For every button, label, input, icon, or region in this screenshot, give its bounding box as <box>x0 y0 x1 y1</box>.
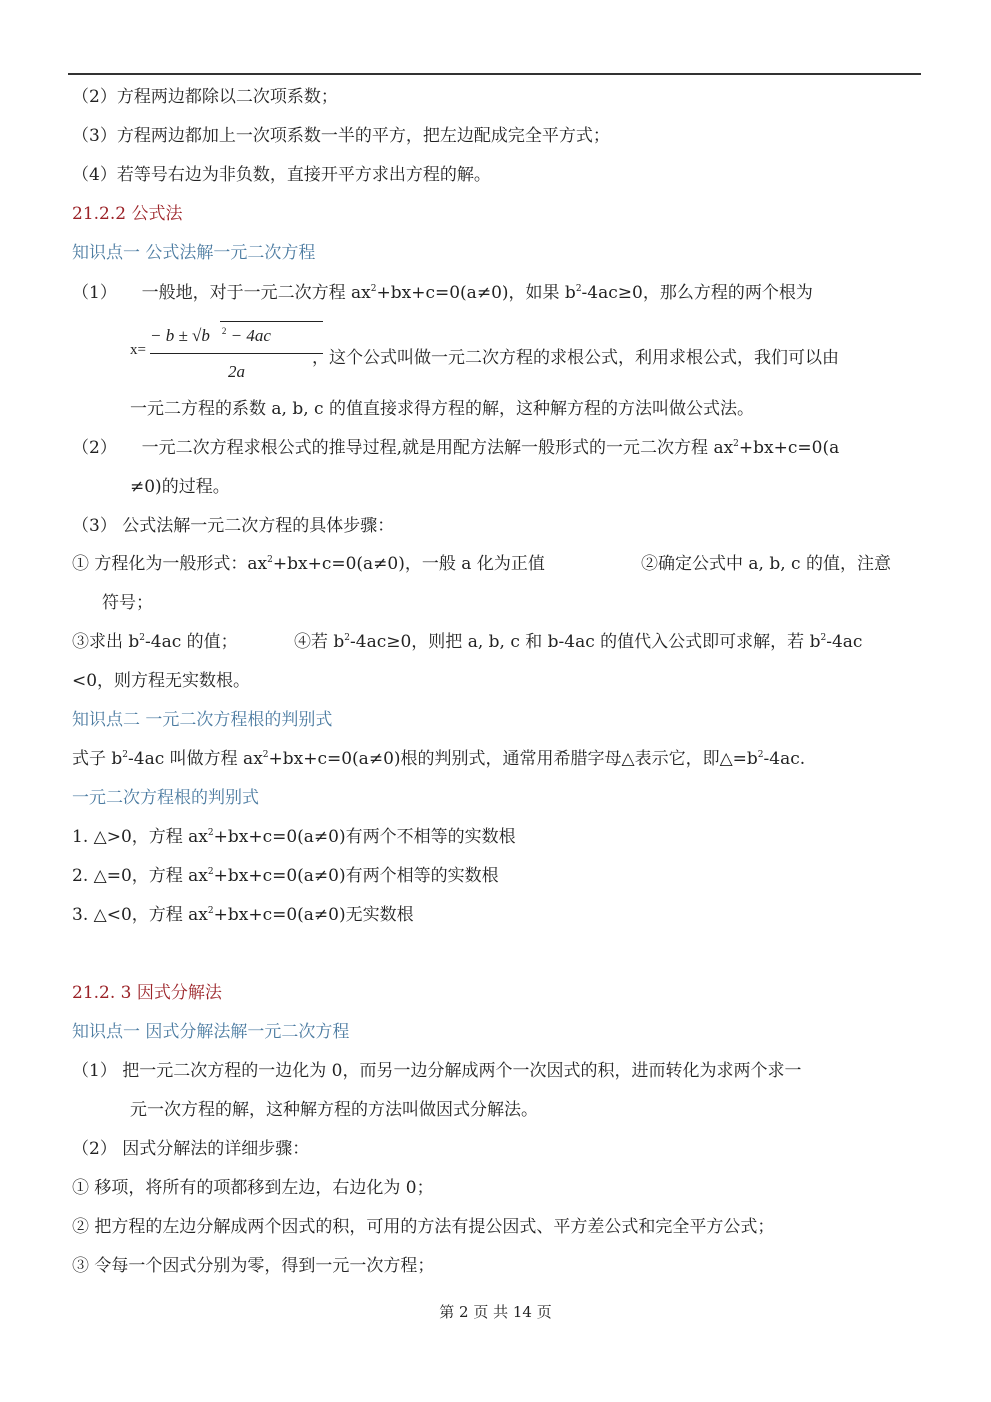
superscript: 2 <box>733 439 739 449</box>
formula-explanation: ，这个公式叫做一元二次方程的求根公式，利用求根公式，我们可以由 <box>312 348 839 368</box>
text-segment: 1. △>0，方程 ax <box>72 827 208 847</box>
superscript: 2 <box>207 906 214 916</box>
superscript: 2 <box>820 633 827 643</box>
text-segment: − b ± √b <box>150 326 210 345</box>
header-rule <box>68 73 921 75</box>
section-heading-21-2-3: 21.2. 3 因式分解法 <box>72 983 222 1003</box>
knowledge-point-1-heading: 知识点一 公式法解一元二次方程 <box>72 243 316 263</box>
step-4-text: （4）若等号右边为非负数，直接开平方求出方程的解。 <box>72 165 491 185</box>
text-segment: -4ac <box>826 632 863 652</box>
discriminant-subheading: 一元二次方程根的判别式 <box>72 788 259 808</box>
item-label: （1） <box>72 283 117 303</box>
superscript: 2 <box>207 867 214 877</box>
step-2-text: （2）方程两边都除以二次项系数； <box>72 87 338 107</box>
text-segment: -4ac≥0，那么方程的两个根为 <box>581 283 813 303</box>
case-delta-negative <box>72 904 414 926</box>
formula-method-paragraph-2 <box>72 437 839 459</box>
superscript: 2 <box>370 284 377 294</box>
step-2-cont: 符号； <box>102 593 153 613</box>
case-delta-zero <box>72 865 499 887</box>
superscript: 2 <box>267 555 273 565</box>
text-segment: − 4ac <box>226 326 271 345</box>
text-segment: +bx+c=0(a≠0)无实数根 <box>213 905 414 925</box>
section-heading-21-2-2: 21.2.2 公式法 <box>72 204 183 224</box>
formula-denominator: 2a <box>228 362 245 381</box>
text-segment: -4ac. <box>763 749 806 769</box>
step-2-determine-coefficients: ②确定公式中 a, b, c 的值，注意 <box>641 554 891 574</box>
superscript: 2 <box>262 750 269 760</box>
step-4-cont: <0，则方程无实数根。 <box>72 671 251 691</box>
formula-method-paragraph-2-cont: ≠0)的过程。 <box>130 477 230 497</box>
factoring-step-1: ① 移项，将所有的项都移到左边，右边化为 0； <box>72 1178 434 1198</box>
formula-method-paragraph-3: （3） 公式法解一元二次方程的具体步骤： <box>72 516 395 536</box>
superscript: 2 <box>139 633 146 643</box>
superscript: 2 <box>575 284 582 294</box>
step-3-compute-discriminant <box>72 631 238 653</box>
knowledge-point-2-heading: 知识点二 一元二次方程根的判别式 <box>72 710 333 730</box>
factoring-step-2: ② 把方程的左边分解成两个因式的积，可用的方法有提公因式、平方差公式和完全平方公式； <box>72 1217 775 1237</box>
text-segment: -4ac≥0，则把 a, b, c 和 b-4ac 的值代入公式即可求解，若 b <box>350 632 821 652</box>
factoring-step-3: ③ 令每一个因式分别为零，得到一元一次方程； <box>72 1256 435 1276</box>
text-segment: -4ac 叫做方程 ax <box>128 749 263 769</box>
formula-numerator <box>150 326 323 346</box>
factoring-paragraph-1: （1） 把一元二次方程的一边化为 0，而另一边分解成两个一次因式的积，进而转化为求两个求一 <box>72 1061 802 1081</box>
step-3-text: （3）方程两边都加上一次项系数一半的平方，把左边配成完全平方式； <box>72 126 610 146</box>
step-4-substitute <box>294 631 862 653</box>
item-label: （2） <box>72 438 117 458</box>
text-segment: 2. △=0，方程 ax <box>72 866 208 886</box>
text-segment: ① 方程化为一般形式：ax <box>72 554 268 574</box>
step-1-general-form <box>72 553 545 575</box>
fraction-bar <box>150 353 323 354</box>
formula-method-paragraph-1 <box>72 282 813 304</box>
superscript: 2 <box>207 828 214 838</box>
text-segment: +bx+c=0(a≠0)有两个相等的实数根 <box>213 866 499 886</box>
superscript: 2 <box>221 326 227 336</box>
discriminant-definition <box>72 748 805 770</box>
factoring-paragraph-2: （2） 因式分解法的详细步骤： <box>72 1139 310 1159</box>
text-segment: +bx+c=0(a≠0)有两个不相等的实数根 <box>213 827 516 847</box>
case-delta-positive <box>72 826 516 848</box>
sqrt-bar <box>220 321 323 322</box>
text-segment: ③求出 b <box>72 632 140 652</box>
text-segment: -4ac 的值； <box>145 632 238 652</box>
superscript: 2 <box>757 750 764 760</box>
text-segment: ④若 b <box>294 632 345 652</box>
text-segment: 3. △<0，方程 ax <box>72 905 208 925</box>
formula-x: x= <box>130 342 146 358</box>
superscript: 2 <box>344 633 351 643</box>
text-segment: 一般地，对于一元二次方程 ax <box>141 283 371 303</box>
text-segment: 式子 b <box>72 749 123 769</box>
formula-explanation-cont: 一元二方程的系数 a, b, c 的值直接求得方程的解，这种解方程的方法叫做公式法。 <box>130 399 754 419</box>
text-segment: +bx+c=0(a≠0)，如果 b <box>376 283 576 303</box>
factoring-paragraph-1-cont: 元一次方程的解，这种解方程的方法叫做因式分解法。 <box>130 1100 538 1120</box>
page-number-footer: 第 2 页 共 14 页 <box>439 1303 552 1321</box>
text-segment: 一元二次方程求根公式的推导过程,就是用配方法解一般形式的一元二次方程 ax <box>141 438 734 458</box>
text-segment: +bx+c=0(a≠0)根的判别式，通常用希腊字母△表示它，即△=b <box>268 749 758 769</box>
superscript: 2 <box>122 750 129 760</box>
text-segment: +bx+c=0(a≠0)，一般 a 化为正值 <box>272 554 545 574</box>
knowledge-point-3-heading: 知识点一 因式分解法解一元二次方程 <box>72 1022 350 1042</box>
text-segment: +bx+c=0(a <box>738 438 840 458</box>
